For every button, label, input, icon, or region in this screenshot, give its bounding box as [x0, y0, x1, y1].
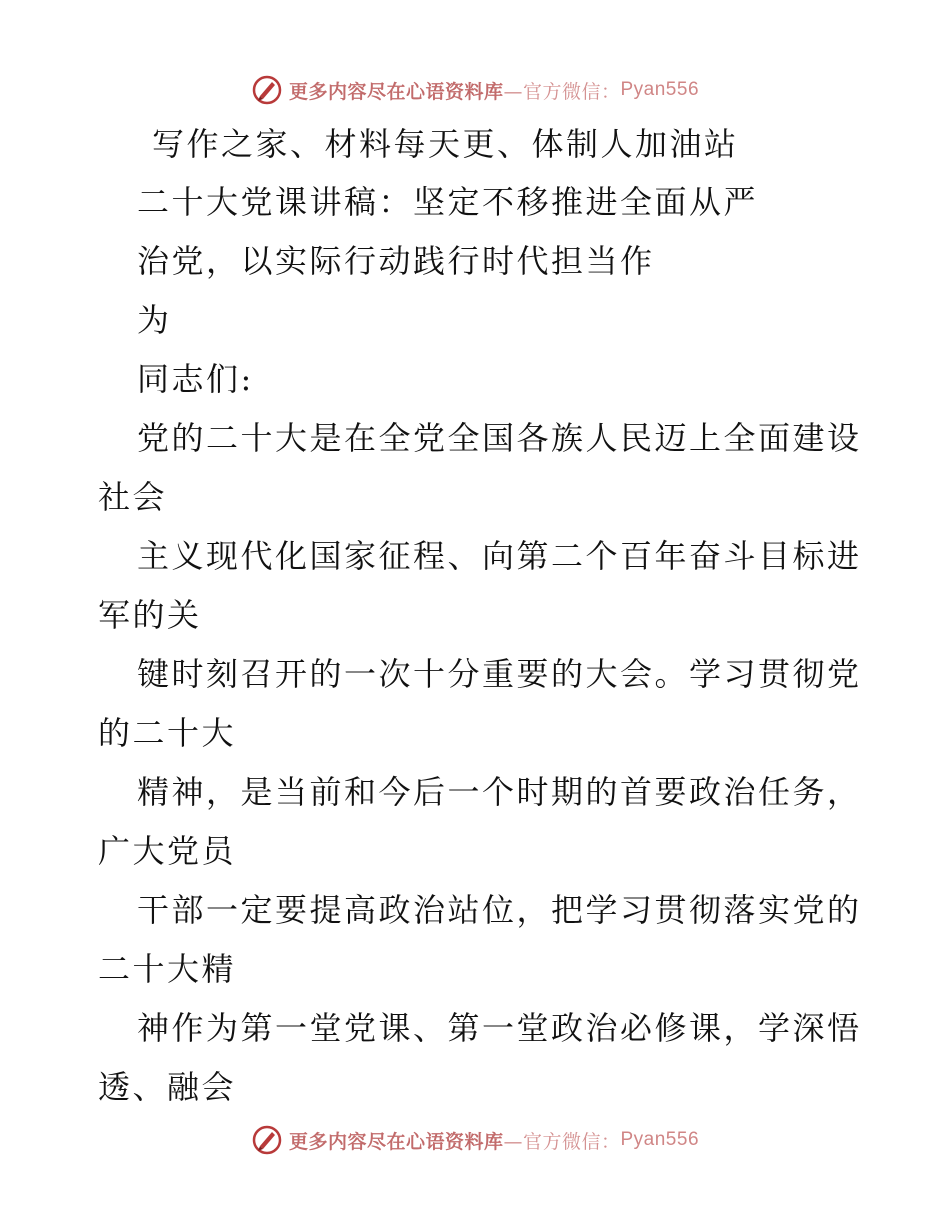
paragraph-line: 精神，是当前和今后一个时期的首要政治任务，: [137, 773, 862, 811]
pen-logo-icon: [251, 1124, 283, 1156]
title-line-3: 为: [137, 301, 172, 339]
banner-wechat-id: Pyan556: [620, 1129, 700, 1150]
intro-line: 写作之家、材料每天更、体制人加油站: [152, 125, 739, 163]
header-banner: [0, 70, 950, 110]
banner-main-text: 更多内容尽在心语资料库: [288, 1130, 504, 1153]
banner-sub-text: —官方微信：: [503, 1130, 621, 1153]
paragraph-line: 透、融会: [98, 1068, 237, 1106]
paragraph-line: 的二十大: [98, 714, 237, 752]
paragraph-line: 神作为第一堂党课、第一堂政治必修课，学深悟: [137, 1009, 862, 1047]
title-line-2: 治党，以实际行动践行时代担当作: [137, 242, 655, 280]
banner-sub-text: —官方微信：: [503, 80, 621, 103]
title-line-1: 二十大党课讲稿：坚定不移推进全面从严: [137, 183, 759, 221]
paragraph-line: 干部一定要提高政治站位，把学习贯彻落实党的: [137, 891, 862, 929]
banner-main-text: 更多内容尽在心语资料库: [288, 80, 504, 103]
paragraph-line: 广大党员: [98, 832, 237, 870]
paragraph-line: 二十大精: [98, 950, 237, 988]
paragraph-line: 军的关: [98, 596, 202, 634]
footer-banner: [0, 1120, 950, 1160]
paragraph-line: 党的二十大是在全党全国各族人民迈上全面建设: [137, 419, 862, 457]
salutation: 同志们:: [137, 360, 254, 398]
pen-logo-icon: [251, 74, 283, 106]
banner-wechat-id: Pyan556: [620, 79, 700, 100]
paragraph-line: 键时刻召开的一次十分重要的大会。学习贯彻党: [137, 655, 862, 693]
paragraph-line: 主义现代化国家征程、向第二个百年奋斗目标进: [137, 537, 862, 575]
paragraph-line: 社会: [98, 478, 168, 516]
